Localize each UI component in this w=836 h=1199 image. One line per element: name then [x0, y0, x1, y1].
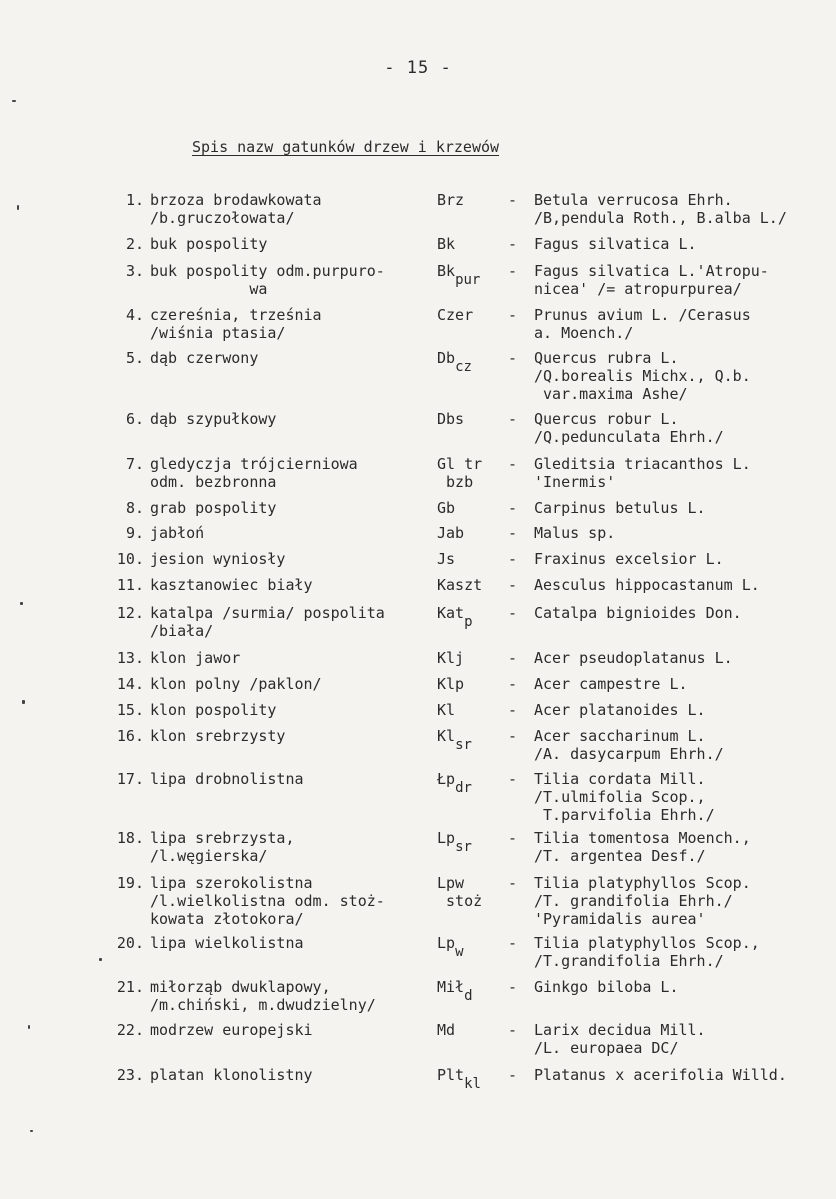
- polish-name: [150, 235, 432, 253]
- latin-name-line: /Q.borealis Michx., Q.b.: [534, 367, 751, 385]
- abbreviation-main: Klp: [437, 675, 465, 693]
- latin-name: [534, 524, 834, 542]
- separator-dash: -: [508, 604, 518, 622]
- latin-name-line: 'Pyramidalis aurea': [534, 910, 706, 928]
- abbreviation: [437, 604, 503, 630]
- latin-name-line: T.parvifolia Ehrh./: [534, 806, 715, 824]
- separator-dash: -: [508, 235, 518, 253]
- separator-dash: -: [508, 455, 518, 473]
- entry-number: 8.: [125, 499, 144, 517]
- scan-speck: [22, 700, 25, 704]
- abbreviation-second-line: stoż: [437, 892, 483, 910]
- polish-name-line: modrzew europejski: [150, 1021, 313, 1039]
- polish-name-line: /l.węgierska/: [150, 847, 268, 865]
- polish-name: [150, 499, 432, 517]
- latin-name: [534, 978, 834, 996]
- latin-name-line: Malus sp.: [534, 524, 616, 542]
- abbreviation: [437, 455, 503, 491]
- polish-name-line: kowata złotokora/: [150, 910, 304, 928]
- entry-number: 10.: [116, 550, 144, 568]
- abbreviation-main: Kat: [437, 604, 465, 622]
- abbreviation: [437, 550, 503, 568]
- polish-name-line: miłorząb dwuklapowy,: [150, 978, 331, 996]
- latin-name-line: Catalpa bignioides Don.: [534, 604, 742, 622]
- entry-number: 21.: [116, 978, 144, 996]
- latin-name-line: 'Inermis': [534, 473, 616, 491]
- abbreviation: [437, 306, 503, 324]
- entry-number: 2.: [125, 235, 144, 253]
- latin-name-line: Tilia platyphyllos Scop.: [534, 874, 751, 892]
- abbreviation-main: Md: [437, 1021, 456, 1039]
- latin-name-line: Larix decidua Mill.: [534, 1021, 706, 1039]
- polish-name: [150, 576, 432, 594]
- polish-name-line: klon jawor: [150, 649, 241, 667]
- abbreviation-subscript: p: [464, 614, 473, 630]
- abbreviation: [437, 934, 503, 960]
- entry-number: 1.: [125, 191, 144, 209]
- latin-name-line: Acer platanoides L.: [534, 701, 706, 719]
- latin-name-line: Platanus x acerifolia Willd.: [534, 1066, 787, 1084]
- polish-name: [150, 727, 432, 745]
- separator-dash: -: [508, 1066, 518, 1084]
- entry-number: 4.: [125, 306, 144, 324]
- abbreviation: [437, 349, 503, 375]
- polish-name: [150, 550, 432, 568]
- abbreviation: [437, 410, 503, 428]
- abbreviation: [437, 829, 503, 855]
- latin-name-line: Gleditsia triacanthos L.: [534, 455, 751, 473]
- latin-name-line: nicea' /= atropurpurea/: [534, 280, 742, 298]
- polish-name: [150, 829, 432, 865]
- latin-name: [534, 576, 834, 594]
- polish-name-line: /l.wielkolistna odm. stoż-: [150, 892, 385, 910]
- latin-name: [534, 1021, 834, 1057]
- abbreviation-subscript: pur: [455, 272, 481, 288]
- polish-name-line: brzoza brodawkowata: [150, 191, 322, 209]
- polish-name: [150, 604, 432, 640]
- abbreviation-main: Js: [437, 550, 456, 568]
- separator-dash: -: [508, 1021, 518, 1039]
- latin-name-line: Aesculus hippocastanum L.: [534, 576, 760, 594]
- latin-name-line: /T.grandifolia Ehrh./: [534, 952, 724, 970]
- entry-number: 13.: [116, 649, 144, 667]
- abbreviation: [437, 524, 503, 542]
- latin-name-line: a. Moench./: [534, 324, 634, 342]
- polish-name-line: platan klonolistny: [150, 1066, 313, 1084]
- polish-name-line: buk pospolity: [150, 235, 268, 253]
- separator-dash: -: [508, 499, 518, 517]
- polish-name: [150, 1021, 432, 1039]
- polish-name-line: grab pospolity: [150, 499, 277, 517]
- polish-name-line: /b.gruczołowata/: [150, 209, 295, 227]
- entry-number: 15.: [116, 701, 144, 719]
- latin-name-line: /T. grandifolia Ehrh./: [534, 892, 733, 910]
- abbreviation-main: Dbs: [437, 410, 465, 428]
- latin-name-line: Acer pseudoplatanus L.: [534, 649, 733, 667]
- latin-name: [534, 829, 834, 865]
- scan-speck: [30, 1130, 33, 1132]
- abbreviation: [437, 262, 503, 288]
- separator-dash: -: [508, 934, 518, 952]
- abbreviation-main: Mił: [437, 978, 465, 996]
- entry-number: 19.: [116, 874, 144, 892]
- abbreviation-main: Jab: [437, 524, 465, 542]
- entry-number: 17.: [116, 770, 144, 788]
- latin-name: [534, 235, 834, 253]
- polish-name: [150, 978, 432, 1014]
- separator-dash: -: [508, 874, 518, 892]
- abbreviation-main: Lpw: [437, 874, 465, 892]
- separator-dash: -: [508, 770, 518, 788]
- latin-name-line: Quercus rubra L.: [534, 349, 679, 367]
- latin-name: [534, 306, 834, 342]
- latin-name: [534, 550, 834, 568]
- latin-name: [534, 262, 834, 298]
- polish-name-line: wa: [150, 280, 268, 298]
- abbreviation-main: Łp: [437, 770, 456, 788]
- polish-name-line: jabłoń: [150, 524, 205, 542]
- entry-number: 12.: [116, 604, 144, 622]
- scan-speck: [20, 602, 23, 605]
- latin-name-line: Tilia cordata Mill.: [534, 770, 706, 788]
- latin-name-line: Carpinus betulus L.: [534, 499, 706, 517]
- latin-name-line: Fagus silvatica L.: [534, 235, 697, 253]
- polish-name-line: gledyczja trójcierniowa: [150, 455, 358, 473]
- separator-dash: -: [508, 524, 518, 542]
- polish-name-line: /biała/: [150, 622, 214, 640]
- separator-dash: -: [508, 675, 518, 693]
- latin-name: [534, 874, 834, 928]
- separator-dash: -: [508, 349, 518, 367]
- abbreviation-main: Kl: [437, 701, 456, 719]
- separator-dash: -: [508, 306, 518, 324]
- latin-name-line: Tilia tomentosa Moench.,: [534, 829, 751, 847]
- polish-name: [150, 874, 432, 928]
- latin-name: [534, 675, 834, 693]
- abbreviation-main: Gb: [437, 499, 456, 517]
- abbreviation-main: Gl tr: [437, 455, 483, 473]
- abbreviation: [437, 727, 503, 753]
- abbreviation: [437, 770, 503, 796]
- abbreviation-main: Kaszt: [437, 576, 483, 594]
- latin-name: [534, 499, 834, 517]
- polish-name-line: czereśnia, trześnia: [150, 306, 322, 324]
- polish-name: [150, 349, 432, 367]
- latin-name: [534, 701, 834, 719]
- polish-name: [150, 410, 432, 428]
- separator-dash: -: [508, 701, 518, 719]
- entry-number: 3.: [125, 262, 144, 280]
- abbreviation-main: Bk: [437, 262, 456, 280]
- abbreviation-main: Bk: [437, 235, 456, 253]
- abbreviation-subscript: sr: [455, 839, 472, 855]
- separator-dash: -: [508, 649, 518, 667]
- abbreviation: [437, 1021, 503, 1039]
- entry-number: 20.: [116, 934, 144, 952]
- abbreviation-main: Lp: [437, 829, 456, 847]
- separator-dash: -: [508, 727, 518, 745]
- polish-name: [150, 455, 432, 491]
- scan-speck: [28, 1025, 30, 1029]
- abbreviation-main: Klj: [437, 649, 465, 667]
- polish-name-line: jesion wyniosły: [150, 550, 286, 568]
- scan-speck: [12, 100, 16, 102]
- polish-name-line: dąb czerwony: [150, 349, 259, 367]
- latin-name: [534, 770, 834, 824]
- separator-dash: -: [508, 191, 518, 209]
- latin-name-line: /T. argentea Desf./: [534, 847, 706, 865]
- polish-name-line: lipa drobnolistna: [150, 770, 304, 788]
- polish-name: [150, 649, 432, 667]
- latin-name-line: /A. dasycarpum Ehrh./: [534, 745, 724, 763]
- entry-number: 9.: [125, 524, 144, 542]
- abbreviation-main: Kl: [437, 727, 456, 745]
- separator-dash: -: [508, 829, 518, 847]
- latin-name-line: Prunus avium L. /Cerasus: [534, 306, 751, 324]
- polish-name: [150, 934, 432, 952]
- latin-name-line: Fagus silvatica L.'Atropu-: [534, 262, 769, 280]
- polish-name-line: klon polny /paklon/: [150, 675, 322, 693]
- latin-name: [534, 191, 834, 227]
- latin-name-line: Ginkgo biloba L.: [534, 978, 679, 996]
- polish-name-line: buk pospolity odm.purpuro-: [150, 262, 385, 280]
- polish-name-line: lipa srebrzysta,: [150, 829, 295, 847]
- scan-speck: [17, 205, 19, 210]
- abbreviation: [437, 649, 503, 667]
- separator-dash: -: [508, 576, 518, 594]
- latin-name-line: /Q.pedunculata Ehrh./: [534, 428, 724, 446]
- separator-dash: -: [508, 262, 518, 280]
- polish-name-line: dąb szypułkowy: [150, 410, 277, 428]
- polish-name-line: /wiśnia ptasia/: [150, 324, 286, 342]
- abbreviation: [437, 1066, 503, 1092]
- polish-name-line: katalpa /surmia/ pospolita: [150, 604, 385, 622]
- polish-name-line: lipa szerokolistna: [150, 874, 313, 892]
- polish-name: [150, 262, 432, 298]
- abbreviation-subscript: kl: [464, 1076, 481, 1092]
- abbreviation-second-line: bzb: [437, 473, 474, 491]
- abbreviation-subscript: d: [464, 988, 473, 1004]
- abbreviation: [437, 499, 503, 517]
- separator-dash: -: [508, 978, 518, 996]
- polish-name-line: lipa wielkolistna: [150, 934, 304, 952]
- abbreviation-main: Lp: [437, 934, 456, 952]
- scan-speck: [99, 958, 102, 961]
- abbreviation-main: Db: [437, 349, 456, 367]
- latin-name-line: Betula verrucosa Ehrh.: [534, 191, 733, 209]
- entry-number: 14.: [116, 675, 144, 693]
- latin-name: [534, 455, 834, 491]
- page-number: - 15 -: [384, 58, 452, 78]
- abbreviation-main: Czer: [437, 306, 474, 324]
- polish-name: [150, 191, 432, 227]
- latin-name: [534, 604, 834, 622]
- polish-name-line: kasztanowiec biały: [150, 576, 313, 594]
- abbreviation: [437, 874, 503, 910]
- abbreviation: [437, 978, 503, 1004]
- abbreviation-main: Brz: [437, 191, 465, 209]
- abbreviation: [437, 576, 503, 594]
- latin-name-line: Acer campestre L.: [534, 675, 688, 693]
- latin-name: [534, 1066, 834, 1084]
- polish-name: [150, 675, 432, 693]
- latin-name-line: /T.ulmifolia Scop.,: [534, 788, 706, 806]
- abbreviation-main: Plt: [437, 1066, 465, 1084]
- abbreviation-subscript: cz: [455, 359, 472, 375]
- latin-name-line: var.maxima Ashe/: [534, 385, 688, 403]
- entry-number: 16.: [116, 727, 144, 745]
- separator-dash: -: [508, 410, 518, 428]
- latin-name-line: Fraxinus excelsior L.: [534, 550, 724, 568]
- abbreviation: [437, 235, 503, 253]
- entry-number: 11.: [116, 576, 144, 594]
- latin-name: [534, 934, 834, 970]
- polish-name-line: klon pospolity: [150, 701, 277, 719]
- polish-name: [150, 524, 432, 542]
- polish-name-line: odm. bezbronna: [150, 473, 277, 491]
- abbreviation: [437, 701, 503, 719]
- abbreviation-subscript: dr: [455, 780, 472, 796]
- latin-name-line: Acer saccharinum L.: [534, 727, 706, 745]
- abbreviation: [437, 675, 503, 693]
- entry-number: 18.: [116, 829, 144, 847]
- latin-name: [534, 349, 834, 403]
- page-title: Spis nazw gatunków drzew i krzewów: [192, 138, 500, 156]
- latin-name: [534, 649, 834, 667]
- entry-number: 22.: [116, 1021, 144, 1039]
- latin-name-line: /L. europaea DC/: [534, 1039, 679, 1057]
- polish-name: [150, 306, 432, 342]
- entry-number: 7.: [125, 455, 144, 473]
- polish-name: [150, 701, 432, 719]
- abbreviation-subscript: w: [455, 944, 464, 960]
- latin-name-line: /B,pendula Roth., B.alba L./: [534, 209, 787, 227]
- latin-name: [534, 410, 834, 446]
- polish-name: [150, 770, 432, 788]
- separator-dash: -: [508, 550, 518, 568]
- latin-name-line: Quercus robur L.: [534, 410, 679, 428]
- polish-name-line: klon srebrzysty: [150, 727, 286, 745]
- polish-name-line: /m.chiński, m.dwudzielny/: [150, 996, 376, 1014]
- abbreviation: [437, 191, 503, 209]
- abbreviation-subscript: sr: [455, 737, 472, 753]
- latin-name: [534, 727, 834, 763]
- entry-number: 5.: [125, 349, 144, 367]
- polish-name: [150, 1066, 432, 1084]
- entry-number: 23.: [116, 1066, 144, 1084]
- entry-number: 6.: [125, 410, 144, 428]
- latin-name-line: Tilia platyphyllos Scop.,: [534, 934, 760, 952]
